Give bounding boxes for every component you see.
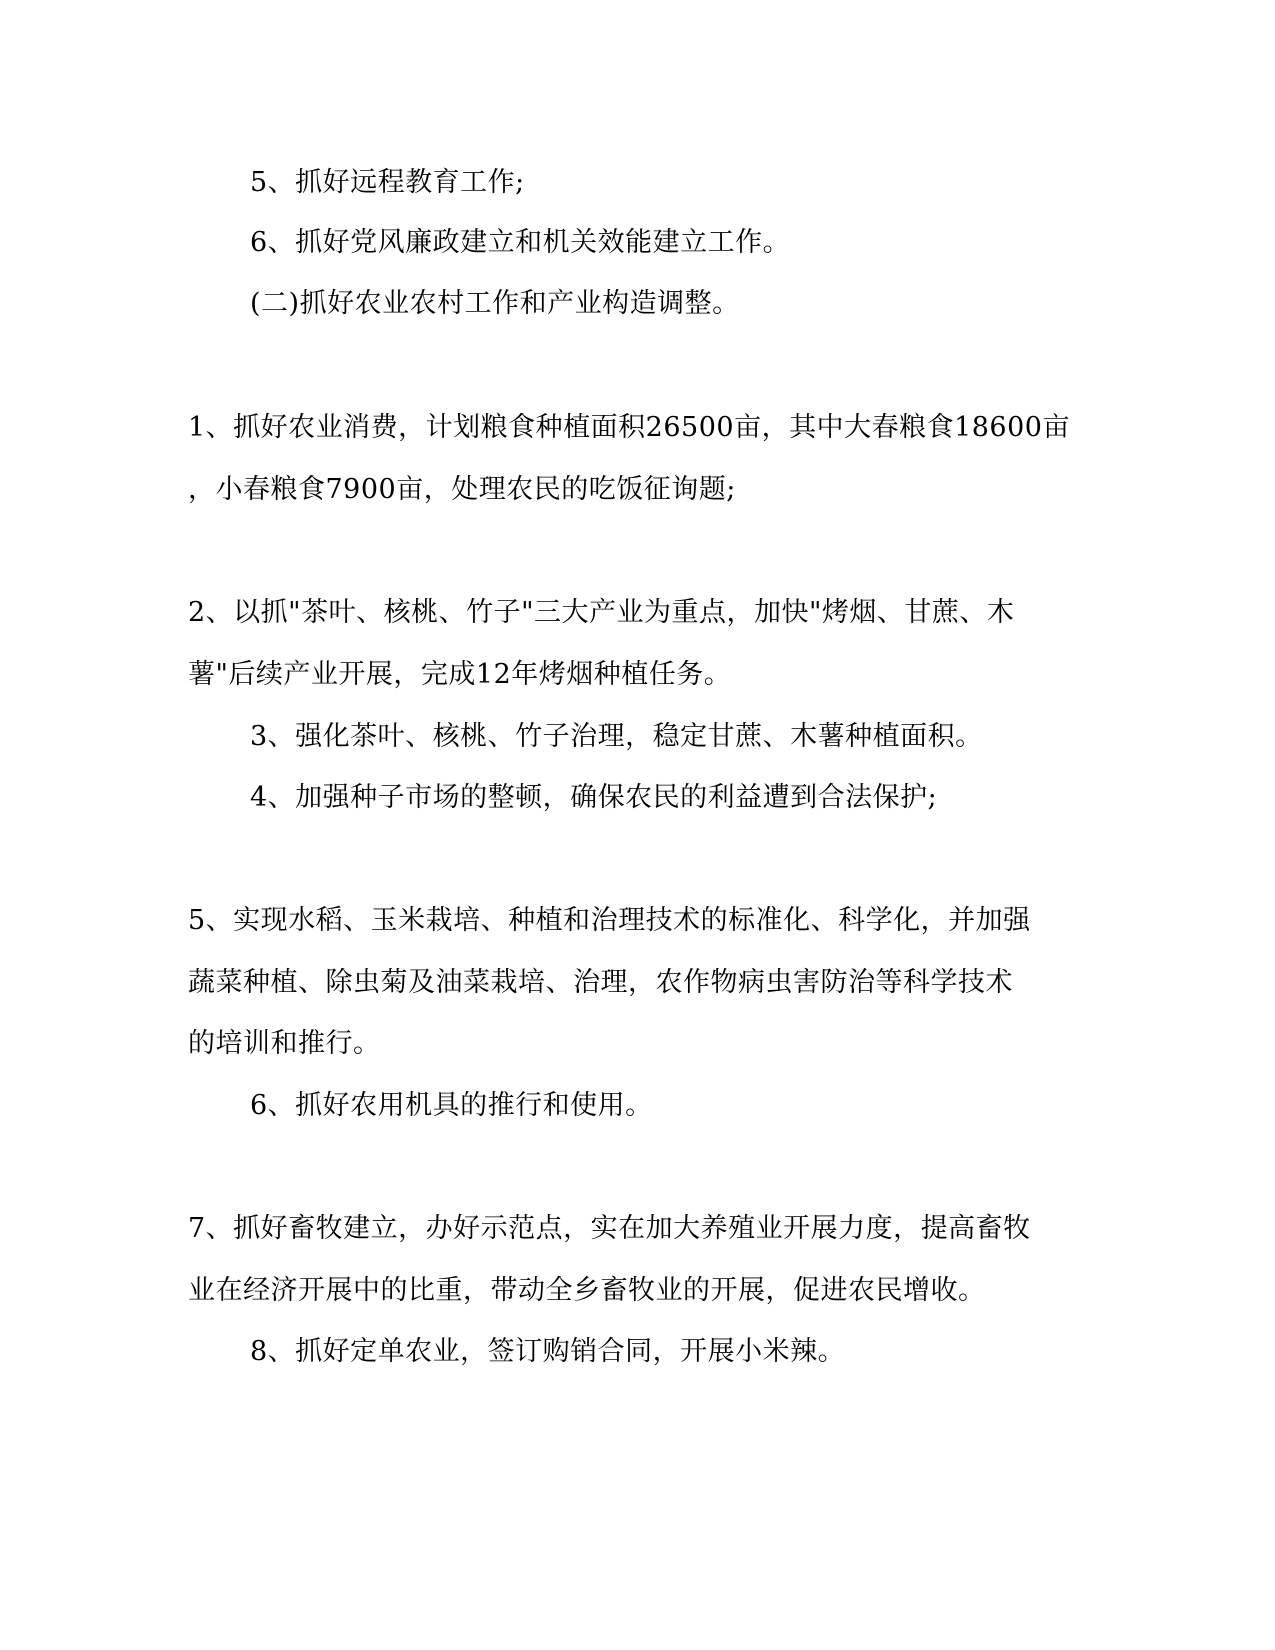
paragraph-line: 的培训和推行。 [188, 1028, 381, 1059]
paragraph-line: 5、抓好远程教育工作; [250, 167, 525, 198]
paragraph-line: 6、抓好党风廉政建立和机关效能建立工作。 [250, 227, 791, 258]
paragraph-line: ，小春粮食7900亩，处理农民的吃饭征询题; [188, 474, 736, 505]
paragraph-line: 6、抓好农用机具的推行和使用。 [250, 1090, 653, 1121]
paragraph-line: 薯"后续产业开展，完成12年烤烟种植任务。 [188, 659, 732, 690]
paragraph-line: 5、实现水稻、玉米栽培、种植和治理技术的标准化、科学化，并加强 [188, 905, 1031, 936]
paragraph-line: 蔬菜种植、除虫菊及油菜栽培、治理，农作物病虫害防治等科学技术 [188, 967, 1013, 998]
paragraph-line: 业在经济开展中的比重，带动全乡畜牧业的开展，促进农民增收。 [188, 1275, 986, 1306]
paragraph-line: 8、抓好定单农业，签订购销合同，开展小米辣。 [250, 1336, 846, 1367]
section-heading: (二)抓好农业农村工作和产业构造调整。 [250, 288, 740, 319]
paragraph-line: 3、强化茶叶、核桃、竹子治理，稳定甘蔗、木薯种植面积。 [250, 721, 983, 752]
paragraph-line: 4、加强种子市场的整顿，确保农民的利益遭到合法保护; [250, 782, 938, 813]
paragraph-line: 2、以抓"茶叶、核桃、竹子"三大产业为重点，加快"烤烟、甘蔗、木 [188, 597, 1015, 628]
paragraph-line: 7、抓好畜牧建立，办好示范点，实在加大养殖业开展力度，提高畜牧 [188, 1213, 1031, 1244]
paragraph-line: 1、抓好农业消费，计划粮食种植面积26500亩，其中大春粮食18600亩 [188, 412, 1070, 443]
